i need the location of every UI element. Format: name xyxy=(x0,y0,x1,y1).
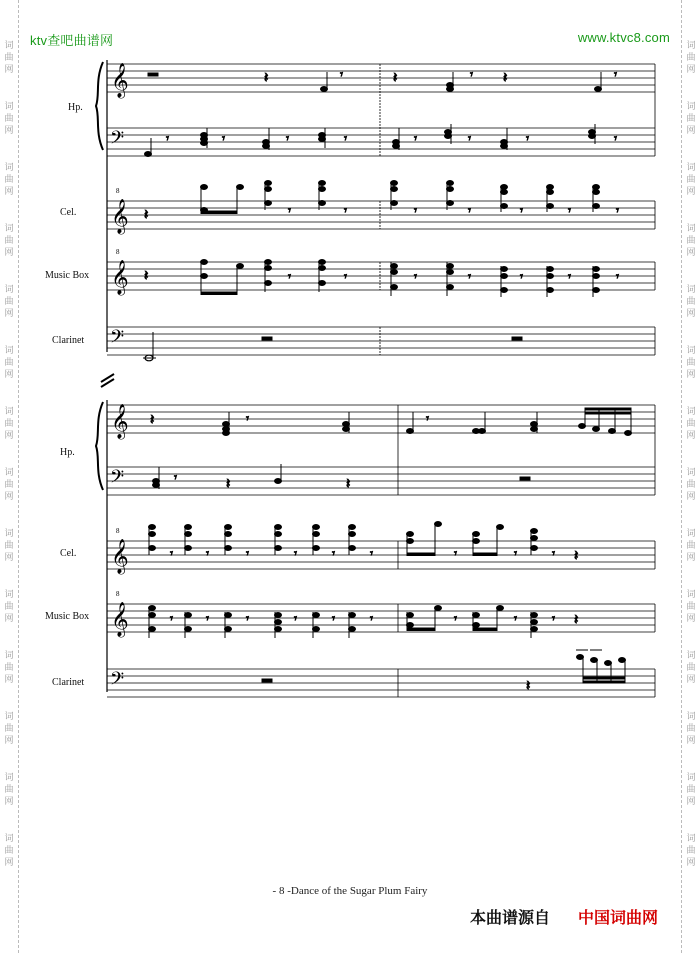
watermark-glyph: 词 xyxy=(686,285,696,295)
watermark-glyph: 曲 xyxy=(4,297,14,307)
watermark-glyph: 词 xyxy=(4,529,14,539)
system-2 xyxy=(96,400,655,697)
svg-text:𝄾: 𝄾 xyxy=(246,548,249,560)
watermark-glyph: 词 xyxy=(4,834,14,844)
svg-text:𝄾: 𝄾 xyxy=(520,271,523,283)
svg-text:𝄾: 𝄾 xyxy=(468,133,471,145)
watermark-glyph: 词 xyxy=(686,102,696,112)
svg-text:𝄾: 𝄾 xyxy=(468,271,471,283)
system-2-barlines xyxy=(398,405,655,697)
watermark-glyph: 曲 xyxy=(4,53,14,63)
svg-text:𝄾: 𝄾 xyxy=(470,69,473,81)
bass-clef-icon: 𝄢 xyxy=(110,669,125,694)
quarter-rest-icon: 𝄽 xyxy=(264,71,269,86)
page-title: - 8 -Dance of the Sugar Plum Fairy xyxy=(272,885,428,897)
watermark-glyph: 曲 xyxy=(4,785,14,795)
octave-marker-icon: 8 xyxy=(116,590,120,598)
watermark-glyph: 网 xyxy=(4,797,14,807)
watermark-glyph: 曲 xyxy=(4,114,14,124)
watermark-glyph: 曲 xyxy=(4,419,14,429)
watermark-glyph: 曲 xyxy=(686,541,696,551)
treble-clef-icon: 𝄞 xyxy=(111,539,129,574)
svg-text:𝄾: 𝄾 xyxy=(206,613,209,625)
watermark-glyph: 词 xyxy=(4,773,14,783)
watermark-glyph: 网 xyxy=(686,309,696,319)
watermark-glyph: 曲 xyxy=(4,602,14,612)
svg-text:𝄾: 𝄾 xyxy=(614,133,617,145)
watermark-glyph: 网 xyxy=(4,736,14,746)
svg-text:𝄾: 𝄾 xyxy=(332,613,335,625)
watermark-glyph: 网 xyxy=(4,370,14,380)
watermark-glyph: 词 xyxy=(686,346,696,356)
celesta-staff xyxy=(107,201,655,229)
svg-text:𝄾: 𝄾 xyxy=(370,548,373,560)
instrument-label-clarinet: Clarinet xyxy=(52,677,85,688)
system-separator-icon xyxy=(101,374,114,387)
svg-text:𝄽: 𝄽 xyxy=(526,679,531,694)
header-left-site[interactable]: ktv查吧曲谱网 xyxy=(30,33,114,48)
watermark-glyph: 词 xyxy=(686,590,696,600)
svg-text:𝄾: 𝄾 xyxy=(288,271,291,283)
svg-text:𝄾: 𝄾 xyxy=(344,271,347,283)
source-label: 本曲谱源自 xyxy=(470,908,551,927)
bass-clef-icon: 𝄢 xyxy=(110,128,125,153)
svg-text:𝄾: 𝄾 xyxy=(568,205,571,217)
octave-marker-icon: 8 xyxy=(116,527,120,535)
svg-text:𝄾: 𝄾 xyxy=(616,205,619,217)
clarinet-notes xyxy=(262,650,626,694)
watermark-glyph: 网 xyxy=(686,797,696,807)
watermark-glyph: 词 xyxy=(4,285,14,295)
svg-text:𝄾: 𝄾 xyxy=(174,472,177,484)
svg-text:𝄽: 𝄽 xyxy=(144,269,149,284)
svg-text:𝄾: 𝄾 xyxy=(414,271,417,283)
watermark-glyph: 曲 xyxy=(4,358,14,368)
watermark-glyph: 曲 xyxy=(686,602,696,612)
svg-text:𝄾: 𝄾 xyxy=(332,548,335,560)
svg-text:𝄽: 𝄽 xyxy=(150,413,155,428)
watermark-glyph: 网 xyxy=(686,65,696,75)
watermark-glyph: 网 xyxy=(4,553,14,563)
svg-text:𝄾: 𝄾 xyxy=(514,548,517,560)
treble-clef-icon: 𝄞 xyxy=(111,63,129,98)
svg-text:𝄽: 𝄽 xyxy=(393,71,398,86)
treble-clef-icon: 𝄞 xyxy=(111,404,129,439)
svg-text:𝄽: 𝄽 xyxy=(574,613,579,628)
watermark-glyph: 网 xyxy=(686,492,696,502)
instrument-label-music-box: Music Box xyxy=(45,270,90,281)
watermark-glyph: 曲 xyxy=(686,846,696,856)
music-box-notes xyxy=(149,606,579,639)
music-box-notes xyxy=(144,260,619,298)
watermark-glyph: 网 xyxy=(4,431,14,441)
harp-bass-staff xyxy=(107,128,655,156)
instrument-label-harp: Hp. xyxy=(60,447,75,458)
watermark-glyph: 词 xyxy=(686,651,696,661)
watermark-glyph: 曲 xyxy=(4,846,14,856)
svg-text:𝄾: 𝄾 xyxy=(206,548,209,560)
svg-text:𝄽: 𝄽 xyxy=(144,208,149,223)
watermark-glyph: 词 xyxy=(686,834,696,844)
watermark-glyph: 网 xyxy=(686,370,696,380)
svg-text:𝄾: 𝄾 xyxy=(340,69,343,81)
watermark-glyph: 词 xyxy=(4,651,14,661)
svg-text:𝄾: 𝄾 xyxy=(454,548,457,560)
instrument-label-celesta: Cel. xyxy=(60,548,77,559)
watermark-glyph: 网 xyxy=(4,309,14,319)
watermark-glyph: 词 xyxy=(686,712,696,722)
svg-text:𝄾: 𝄾 xyxy=(552,548,555,560)
clarinet-staff xyxy=(107,327,655,355)
system-1 xyxy=(96,60,655,361)
watermark-glyph: 网 xyxy=(686,248,696,258)
watermark-glyph: 网 xyxy=(686,187,696,197)
watermark-glyph: 曲 xyxy=(4,175,14,185)
svg-text:𝄾: 𝄾 xyxy=(414,205,417,217)
svg-text:𝄾: 𝄾 xyxy=(552,613,555,625)
svg-text:𝄾: 𝄾 xyxy=(468,205,471,217)
watermark-glyph: 网 xyxy=(686,858,696,868)
watermark-glyph: 曲 xyxy=(4,541,14,551)
watermark-glyph: 曲 xyxy=(686,175,696,185)
bass-clef-icon: 𝄢 xyxy=(110,327,125,352)
svg-text:𝄾: 𝄾 xyxy=(514,613,517,625)
instrument-label-harp: Hp. xyxy=(68,102,83,113)
svg-text:𝄾: 𝄾 xyxy=(170,613,173,625)
svg-text:𝄾: 𝄾 xyxy=(344,205,347,217)
watermark-glyph: 词 xyxy=(686,41,696,51)
watermark-glyph: 词 xyxy=(4,407,14,417)
instrument-label-music-box: Music Box xyxy=(45,611,90,622)
watermark-glyph: 网 xyxy=(686,553,696,563)
clarinet-notes xyxy=(143,332,522,361)
watermark-glyph: 曲 xyxy=(686,785,696,795)
clarinet-staff xyxy=(107,669,655,697)
watermark-glyph: 词 xyxy=(4,102,14,112)
watermark-glyph: 词 xyxy=(686,407,696,417)
svg-text:𝄽: 𝄽 xyxy=(346,477,351,492)
svg-text:𝄾: 𝄾 xyxy=(294,613,297,625)
watermark-glyph: 网 xyxy=(4,675,14,685)
watermark-glyph: 词 xyxy=(4,590,14,600)
watermark-glyph: 曲 xyxy=(686,236,696,246)
watermark-glyph: 词 xyxy=(686,468,696,478)
watermark-glyph: 词 xyxy=(4,712,14,722)
svg-text:𝄾: 𝄾 xyxy=(616,271,619,283)
svg-text:𝄽: 𝄽 xyxy=(226,477,231,492)
svg-text:𝄽: 𝄽 xyxy=(574,549,579,564)
watermark-glyph: 词 xyxy=(686,163,696,173)
watermark-glyph: 网 xyxy=(686,431,696,441)
treble-clef-icon: 𝄞 xyxy=(111,199,129,234)
svg-text:𝄾: 𝄾 xyxy=(166,133,169,145)
watermark-glyph: 网 xyxy=(4,492,14,502)
svg-text:𝄾: 𝄾 xyxy=(170,548,173,560)
svg-text:𝄾: 𝄾 xyxy=(222,133,225,145)
watermark-glyph: 网 xyxy=(4,126,14,136)
watermark-glyph: 网 xyxy=(686,126,696,136)
watermark-glyph: 网 xyxy=(4,187,14,197)
harp-treble-staff xyxy=(107,64,655,92)
watermark-glyph: 曲 xyxy=(686,297,696,307)
octave-marker-icon: 8 xyxy=(116,248,120,256)
watermark-glyph: 词 xyxy=(686,224,696,234)
watermark-glyph: 曲 xyxy=(4,724,14,734)
watermark-glyph: 词 xyxy=(686,529,696,539)
svg-text:𝄾: 𝄾 xyxy=(426,413,429,425)
svg-text:𝄾: 𝄾 xyxy=(294,548,297,560)
source-site-link[interactable]: 中国词曲网 xyxy=(578,908,659,927)
treble-clef-icon: 𝄞 xyxy=(111,602,129,637)
watermark-glyph: 曲 xyxy=(686,724,696,734)
watermark-glyph: 曲 xyxy=(686,114,696,124)
svg-text:𝄾: 𝄾 xyxy=(370,613,373,625)
watermark-glyph: 词 xyxy=(4,41,14,51)
harp-bass-notes xyxy=(145,124,618,157)
instrument-label-celesta: Cel. xyxy=(60,207,77,218)
header-right-site[interactable]: www.ktvc8.com xyxy=(577,30,670,45)
svg-text:𝄾: 𝄾 xyxy=(344,133,347,145)
watermark-glyph: 曲 xyxy=(4,480,14,490)
harp-treble-staff xyxy=(107,405,655,433)
celesta-notes xyxy=(149,522,579,565)
watermark-glyph: 曲 xyxy=(686,53,696,63)
watermark-glyph: 曲 xyxy=(686,419,696,429)
svg-text:𝄾: 𝄾 xyxy=(526,133,529,145)
instrument-label-clarinet: Clarinet xyxy=(52,335,85,346)
watermark-glyph: 词 xyxy=(4,163,14,173)
watermark-glyph: 词 xyxy=(4,468,14,478)
svg-text:𝄾: 𝄾 xyxy=(246,613,249,625)
watermark-glyph: 曲 xyxy=(4,236,14,246)
watermark-glyph: 曲 xyxy=(686,663,696,673)
watermark-glyph: 网 xyxy=(686,736,696,746)
svg-text:𝄾: 𝄾 xyxy=(454,613,457,625)
svg-text:𝄾: 𝄾 xyxy=(520,205,523,217)
svg-text:𝄾: 𝄾 xyxy=(414,133,417,145)
svg-text:𝄾: 𝄾 xyxy=(568,271,571,283)
watermark-glyph: 网 xyxy=(686,675,696,685)
system-1-barlines xyxy=(380,64,655,355)
bass-clef-icon: 𝄢 xyxy=(110,467,125,492)
svg-text:𝄽: 𝄽 xyxy=(503,71,508,86)
harp-treble-notes xyxy=(148,69,617,92)
treble-clef-icon: 𝄞 xyxy=(111,260,129,295)
watermark-glyph: 网 xyxy=(4,65,14,75)
svg-text:𝄾: 𝄾 xyxy=(246,413,249,425)
watermark-glyph: 词 xyxy=(4,224,14,234)
watermark-glyph: 曲 xyxy=(686,480,696,490)
svg-text:𝄾: 𝄾 xyxy=(614,69,617,81)
watermark-glyph: 网 xyxy=(686,614,696,624)
watermark-glyph: 词 xyxy=(4,346,14,356)
svg-text:𝄾: 𝄾 xyxy=(286,133,289,145)
harp-bass-staff xyxy=(107,467,655,495)
watermark-glyph: 曲 xyxy=(686,358,696,368)
watermark-glyph: 网 xyxy=(4,858,14,868)
svg-text:𝄾: 𝄾 xyxy=(288,205,291,217)
celesta-notes xyxy=(144,181,619,224)
music-box-staff xyxy=(107,262,655,290)
watermark-glyph: 词 xyxy=(686,773,696,783)
watermark-glyph: 曲 xyxy=(4,663,14,673)
octave-marker-icon: 8 xyxy=(116,187,120,195)
watermark-glyph: 网 xyxy=(4,614,14,624)
watermark-glyph: 网 xyxy=(4,248,14,258)
